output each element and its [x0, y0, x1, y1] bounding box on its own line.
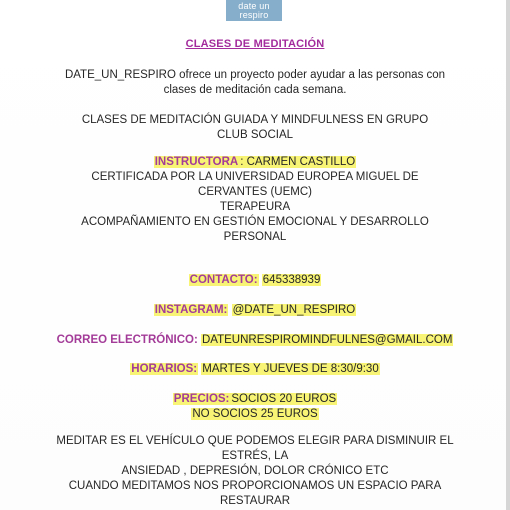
classes-line: CLUB SOCIAL	[216, 129, 294, 141]
closing-line: ESTRÉS, LA	[221, 450, 289, 462]
classes-line: CLASES DE MEDITACIÓN GUIADA Y MINDFULNESS EN GRUPO	[81, 114, 429, 126]
contact-label: CONTACTO:	[189, 274, 258, 286]
instructor-heading	[20, 155, 490, 170]
closing-line: RESTAURAR	[219, 495, 291, 507]
page-edge-shadow	[506, 0, 510, 510]
contact-row	[20, 273, 490, 288]
email-address: DATEUNRESPIROMINDFULNES@GMAIL.COM	[201, 334, 453, 346]
contact-phone: 645338939	[262, 274, 321, 286]
closing-line: ANSIEDAD , DEPRESIÓN, DOLOR CRÓNICO ETC	[121, 465, 389, 477]
instructor-name: : CARMEN CASTILLO	[240, 156, 356, 168]
instructor-detail: TERAPEURA	[219, 201, 291, 213]
schedule-row	[20, 362, 490, 377]
logo-tagline: mindfulness	[240, 20, 268, 25]
instructor-detail: CERVANTES (UEMC)	[198, 186, 312, 198]
intro-line: clases de meditación cada semana.	[163, 84, 347, 96]
schedule-value: MARTES Y JUEVES DE 8:30/9:30	[202, 363, 379, 375]
closing-paragraph	[20, 434, 490, 509]
intro-paragraph	[20, 68, 490, 98]
price-members: SOCIOS 20 EUROS	[231, 393, 337, 405]
instructor-section	[20, 155, 490, 245]
instagram-label: INSTAGRAM:	[154, 304, 228, 316]
instructor-detail: CERTIFICADA POR LA UNIVERSIDAD EUROPEA MIGUEL DE	[91, 171, 419, 183]
logo-name: date un respiro	[238, 1, 270, 20]
schedule-label: HORARIOS:	[131, 363, 198, 375]
closing-line: MEDITAR ES EL VEHÍCULO QUE PODEMOS ELEGIR PARA DISMINUIR EL	[56, 435, 454, 447]
brand-logo	[226, 0, 282, 25]
instructor-detail: PERSONAL	[223, 231, 287, 243]
instructor-detail: ACOMPAÑAMIENTO EN GESTIÓN EMOCIONAL Y DESARROLLO	[81, 216, 429, 228]
classes-description	[20, 113, 490, 143]
instructor-label: INSTRUCTORA	[154, 156, 239, 168]
email-label: CORREO ELECTRÓNICO:	[56, 334, 198, 346]
prices-line	[20, 407, 490, 422]
prices-label: PRECIOS:	[173, 393, 230, 405]
prices-line	[20, 392, 490, 407]
price-non-members: NO SOCIOS 25 EUROS	[192, 408, 318, 420]
intro-line: DATE_UN_RESPIRO ofrece un proyecto poder ayudar a las personas con	[64, 69, 446, 81]
instagram-handle: @DATE_UN_RESPIRO	[232, 304, 356, 316]
prices-section	[20, 392, 490, 422]
email-row	[20, 333, 490, 348]
page-title: CLASES DE MEDITACIÓN	[185, 38, 325, 50]
instagram-row	[20, 303, 490, 318]
closing-line: CUANDO MEDITAMOS NOS PROPORCIONAMOS UN ESPACIO PARA	[68, 480, 442, 492]
